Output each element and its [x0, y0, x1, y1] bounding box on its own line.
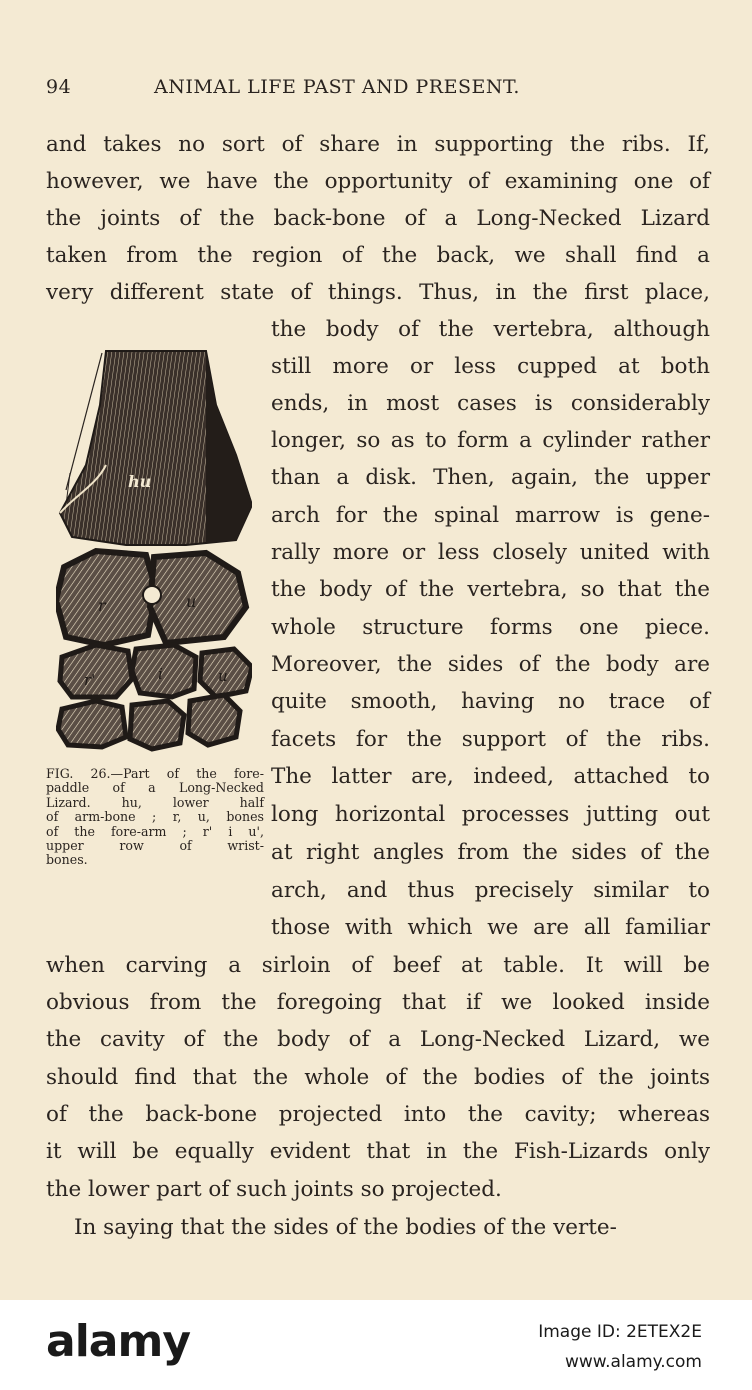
text-line: and takes no sort of share in supporting the ribs. If,	[46, 132, 710, 157]
image-id: Image ID: 2ETEX2E	[538, 1322, 702, 1342]
caption-line: Lizard. hu, lower half	[46, 794, 264, 810]
text-line: ends, in most cases is considerably	[271, 391, 710, 416]
paddle-illustration	[56, 345, 252, 755]
running-title: ANIMAL LIFE PAST AND PRESENT.	[154, 76, 520, 98]
text-line: rally more or less closely united with	[271, 540, 710, 565]
label-u: u	[186, 592, 197, 611]
text-line: taken from the region of the back, we shall find a	[46, 243, 710, 268]
text-line: quite smooth, having no trace of	[271, 689, 710, 714]
label-u-prime: u	[218, 667, 228, 685]
alamy-logo: alamy	[46, 1316, 190, 1367]
page-header	[46, 76, 706, 106]
text-line: In saying that the sides of the bodies of the verte-	[74, 1215, 617, 1240]
label-hu: hu	[128, 472, 152, 491]
text-line: obvious from the foregoing that if we looked inside	[46, 990, 710, 1015]
caption-line: of the fore-arm ; r' i u',	[46, 823, 264, 839]
text-line: when carving a sirloin of beef at table. It will be	[46, 953, 710, 978]
figure-caption	[46, 767, 264, 868]
text-line: very different state of things. Thus, in the first place,	[46, 280, 710, 305]
text-line: of the back-bone projected into the cavity; whereas	[46, 1102, 710, 1127]
caption-line: FIG. 26.—Part of the fore-	[46, 766, 264, 781]
text-line: the body of the vertebra, although	[271, 317, 710, 342]
text-line: those with which we are all familiar	[271, 915, 710, 940]
text-line: the cavity of the body of a Long-Necked Lizard, we	[46, 1027, 710, 1052]
text-line: facets for the support of the ribs.	[271, 727, 710, 752]
text-line: arch for the spinal marrow is gene-	[271, 503, 710, 528]
text-line: than a disk. Then, again, the upper	[271, 465, 710, 490]
caption-line: upper row of wrist-	[46, 838, 264, 854]
text-line: should find that the whole of the bodies of the joints	[46, 1065, 710, 1090]
text-line: the body of the vertebra, so that the	[271, 577, 710, 602]
text-line: long horizontal processes jutting out	[271, 802, 710, 827]
caption-line: of arm-bone ; r, u, bones	[46, 809, 264, 825]
stock-footer	[0, 1300, 752, 1390]
text-line: the lower part of such joints so projected.	[46, 1177, 502, 1202]
text-line: the joints of the back-bone of a Long-Necked Lizard	[46, 206, 710, 231]
label-i: i	[158, 665, 163, 683]
text-line: The latter are, indeed, attached to	[271, 764, 710, 789]
text-line: still more or less cupped at both	[271, 354, 710, 379]
label-r: r	[98, 596, 106, 615]
label-r-prime: r'	[84, 671, 96, 689]
text-line: Moreover, the sides of the body are	[271, 652, 710, 677]
text-line: longer, so as to form a cylinder rather	[271, 428, 710, 453]
caption-line: bones.	[46, 852, 88, 868]
caption-line: paddle of a Long-Necked	[46, 780, 264, 796]
site-url: www.alamy.com	[564, 1352, 702, 1372]
text-line: it will be equally evident that in the Fish-Lizards only	[46, 1139, 710, 1164]
text-line: however, we have the opportunity of examining one of	[46, 169, 710, 194]
text-line: arch, and thus precisely similar to	[271, 878, 710, 903]
page-number: 94	[46, 76, 72, 98]
text-line: whole structure forms one piece.	[271, 615, 710, 640]
text-line: at right angles from the sides of the	[271, 840, 710, 865]
